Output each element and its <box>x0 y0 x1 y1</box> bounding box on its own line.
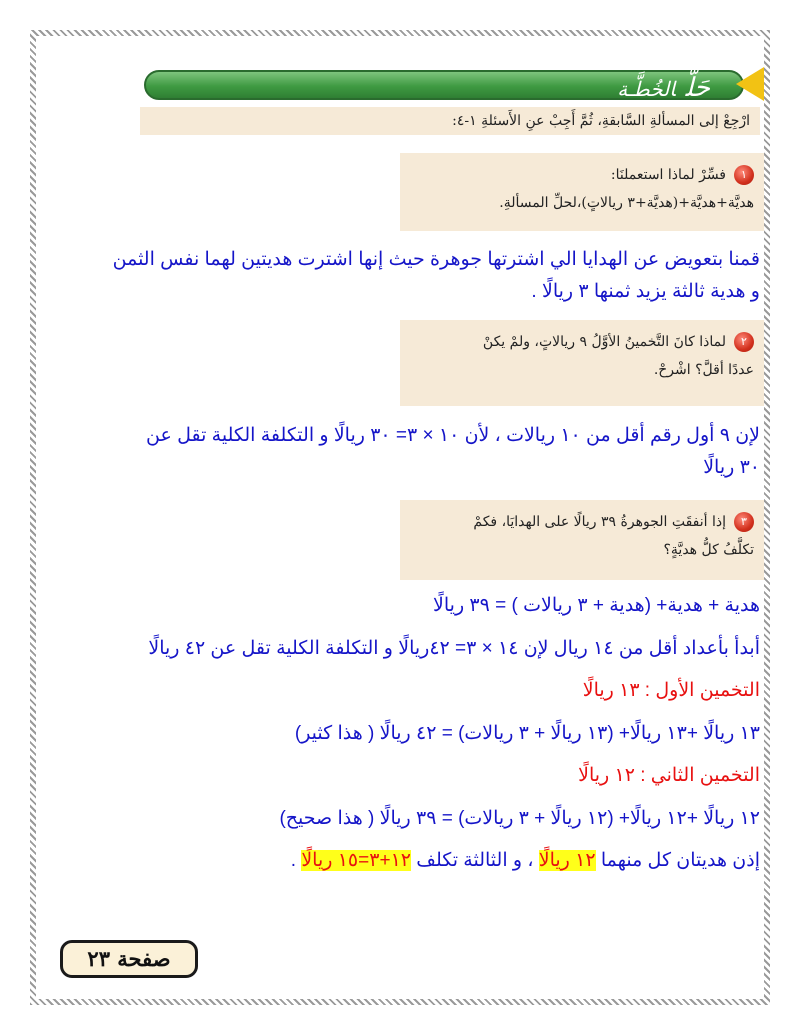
guess-2-calculation: ١٢ ريالًا +١٢ ريالًا+ (١٢ ريالًا + ٣ ريالات) = ٣٩ ريالًا ( هذا صحيح) <box>279 808 760 829</box>
question-box-2 <box>400 320 764 406</box>
final-answer-end: . <box>290 850 297 871</box>
question-number-badge: ١ <box>734 165 754 185</box>
banner-title <box>570 73 710 103</box>
question-number-badge: ٣ <box>734 512 754 532</box>
answer-1-line-2: و هدية ثالثة يزيد ثمنها ٣ ريالًا . <box>531 281 760 302</box>
question-text: هديَّة+هديَّة+(هديَّة+٣ ريالاتٍ)،لحلِّ المسألةِ. <box>499 195 754 211</box>
question-text: تكلَّفُ كلُّ هديَّةٍ؟ <box>663 542 754 558</box>
highlight-price-12: ١٢ ريالًا <box>538 850 596 871</box>
answer-1-line-1: قمنا بتعويض عن الهدايا الي اشترتها جوهرة حيث إنها اشترت هديتين لهما نفس الثمن <box>112 249 760 270</box>
answer-2-line-2: ٣٠ ريالًا <box>703 457 760 478</box>
arrow-icon <box>736 67 764 101</box>
final-answer <box>291 845 760 877</box>
final-answer-text: ، و الثالثة تكلف <box>416 850 534 871</box>
question-text: إذا أنفقَتِ الجوهرةُ ٣٩ ريالًا على الهدايَا، فكمْ <box>473 514 726 530</box>
answer-2-line-1: لإن ٩ أول رقم أقل من ١٠ ريالات ، لأن ١٠ × ٣= ٣٠ ريالًا و التكلفة الكلية تقل عن <box>146 425 760 446</box>
section-banner <box>140 64 780 104</box>
page-number-label: صفحة ٢٣ <box>60 940 198 978</box>
guess-2-label: التخمين الثاني : ١٢ ريالًا <box>578 765 760 786</box>
highlight-price-15: ١٢+٣=١٥ ريالًا <box>301 850 411 871</box>
banner-title-sub: الخُطَّـة <box>617 77 676 101</box>
question-number-badge: ٢ <box>734 332 754 352</box>
question-box-1 <box>400 153 764 231</box>
guess-1-label: التخمين الأول : ١٣ ريالًا <box>582 680 760 701</box>
guess-1-calculation: ١٣ ريالًا +١٣ ريالًا+ (١٣ ريالًا + ٣ ريالات) = ٤٢ ريالًا ( هذا كثير) <box>294 723 760 744</box>
instructions-line: ارْجِعْ إلى المسألةِ السَّابقةِ، ثُمَّ أَجِبْ عنِ الأَسئلةِ ١-٤: <box>140 107 760 135</box>
question-box-3 <box>400 500 764 580</box>
question-text: فسِّرْ لماذا استعملنَا: <box>610 167 726 183</box>
banner-title-main: حَلّ <box>685 73 710 103</box>
answer-3-start: أبدأ بأعداد أقل من ١٤ ريال لإن ١٤ × ٣= ٤٢ريالًا و التكلفة الكلية تقل عن ٤٢ ريالًا <box>148 638 760 659</box>
final-answer-text: إذن هديتان كل منهما <box>600 850 760 871</box>
answer-3-equation: هدية + هدية+ (هدية + ٣ ريالات ) = ٣٩ ريالًا <box>433 595 760 616</box>
question-text: عددًا أقلَّ؟ اشْرحْ. <box>653 362 754 378</box>
question-text: لماذا كانَ التَّخمينُ الأوَّلُ ٩ ريالاتٍ، ولمْ يكنْ <box>482 334 726 350</box>
